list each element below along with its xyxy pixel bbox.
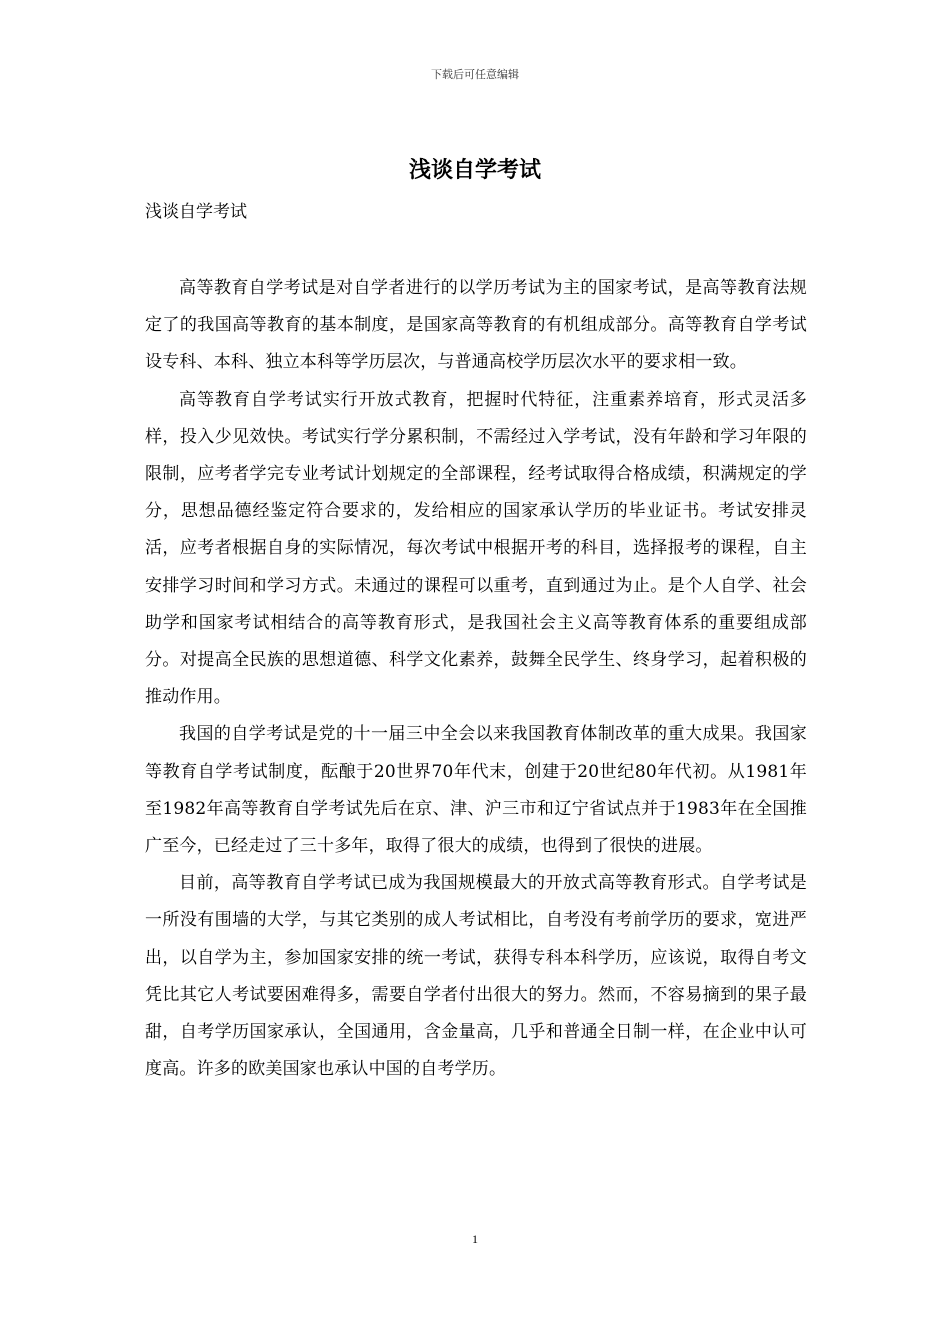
paragraph: 高等教育自学考试是对自学者进行的以学历考试为主的国家考试，是高等教育法规定了的我国高等教育的基本制度，是国家高等教育的有机组成部分。高等教育自学考试设专科、本科、独立本科等学历层次，与普通高校学历层次水平的要求相一致。 [145,278,807,373]
document-subtitle: 浅谈自学考试 [145,202,247,222]
document-title: 浅谈自学考试 [408,157,541,183]
page-header-note: 下载后可任意编辑 [431,68,519,81]
page-number: 1 [472,1232,478,1246]
document-body [145,270,807,1088]
paragraph: 我国的自学考试是党的十一届三中全会以来我国教育体制改革的重大成果。我国家等教育自学考试制度，酝酿于20世界70年代末，创建于20世纪80年代初。从1981年至1982年高等教育自学考试先后在京、津、沪三市和辽宁省试点并于1983年在全国推广至今，已经走过了三十多年，取得了很大的成绩，也得到了很快的进展。 [145,724,807,857]
paragraph: 目前，高等教育自学考试已成为我国规模最大的开放式高等教育形式。自学考试是一所没有围墙的大学，与其它类别的成人考试相比，自考没有考前学历的要求，宽进严出，以自学为主，参加国家安排的统一考试，获得专科本科学历，应该说，取得自考文凭比其它人考试要困难得多，需要自学者付出很大的努力。然而，不容易摘到的果子最甜，自考学历国家承认，全国通用，含金量高，几乎和普通全日制一样，在企业中认可度高。许多的欧美国家也承认中国的自考学历。 [145,873,807,1080]
paragraph: 高等教育自学考试实行开放式教育，把握时代特征，注重素养培育，形式灵活多样，投入少见效快。考试实行学分累积制，不需经过入学考试，没有年龄和学习年限的限制，应考者学完专业考试计划规定的全部课程，经考试取得合格成绩，积满规定的学分，思想品德经鉴定符合要求的，发给相应的国家承认学历的毕业证书。考试安排灵活，应考者根据自身的实际情况，每次考试中根据开考的科目，选择报考的课程，自主安排学习时间和学习方式。未通过的课程可以重考，直到通过为止。是个人自学、社会助学和国家考试相结合的高等教育形式，是我国社会主义高等教育体系的重要组成部分。对提高全民族的思想道德、科学文化素养，鼓舞全民学生、终身学习，起着积极的推动作用。 [145,389,807,708]
